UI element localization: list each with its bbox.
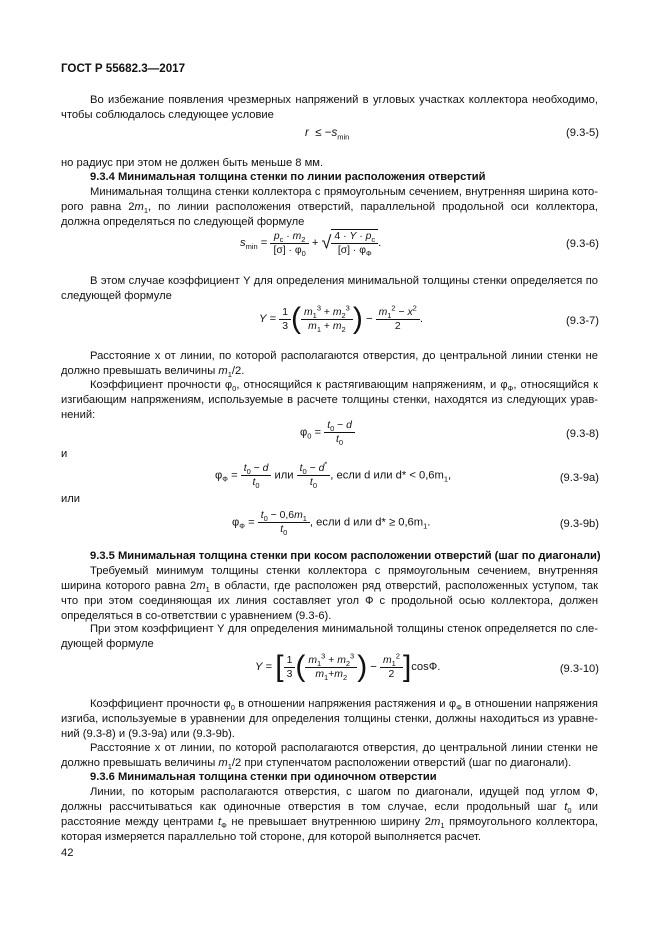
formula-9-3-9a: $\varphi_Ф$ = $\frac{t_0 - d}{t_0}$ или $\frac{t_0 - d^*}{t_0}$ , если d или $d* < 0,6m_1$, xyxy=(215,459,452,491)
formula-9-3-9b: $\varphi_Ф$ = $\frac{t_0 - 0,6m_1}{t_0}$ , если d или $d* \ge 0,6m_1$. xyxy=(232,510,431,538)
paragraph: Во избежание появления чрезмерных напряжений в угловых участках коллектора необходимо, чтобы соблюдалось следующее условие xyxy=(61,94,598,121)
equation-number: (9.3-8) xyxy=(566,428,599,440)
formula-9-3-7: Y = $\frac{1}{3}$ ( $\frac{m_1^3 + m_2^3}{m_1 + m_2}$ ) − $\frac{m_1^2 - x^2}{2}$ . xyxy=(259,302,423,335)
connector-word: и xyxy=(61,448,68,460)
connector-word: или xyxy=(61,493,81,505)
paragraph: Требуемый минимум толщины стенки коллектора с прямоугольным сечением, внутренняя ширина которого равна $2m_1$ в области, где расположен ряд отверстий, расположенных уступом, так что при этом соединяющая их линия составляет угол Ф с продольной осью коллектора, должен определяться в со-ответствии с уравнением (9.3-6). xyxy=(61,565,598,622)
equation-number: (9.3-9b) xyxy=(559,518,599,530)
formula-9-3-10: Y = [ $\frac{1}{3}$ ( $\frac{m_1^3 + m_2^3}{m_1+m_2}$ ) − $\frac{m_1^2}{2}$ ]cosФ. xyxy=(255,650,441,683)
paragraph: Минимальная толщина стенки коллектора с прямоугольным сечением, внутренняя ширина кото-рого равна $2m_1$, по линии расположения отверстий, параллельной продольной оси коллектора, должна определяться по следующей формуле xyxy=(61,186,598,228)
page-number: 42 xyxy=(61,847,74,859)
section-heading: 9.3.4 Минимальная толщина стенки по линии расположения отверстий xyxy=(90,171,486,183)
paragraph: При этом коэффициент Y для определения минимальной толщины стенок определяется по сле-дующей формуле xyxy=(61,623,598,650)
equation-number: (9.3-5) xyxy=(566,127,599,139)
section-heading: 9.3.5 Минимальная толщина стенки при косом расположении отверстий (шаг по диагонали) xyxy=(90,550,601,562)
paragraph: В этом случае коэффициент Y для определения минимальной толщины стенки определяется по следующей формуле xyxy=(61,275,598,302)
formula-9-3-5: $r \le -s_{min}$ xyxy=(305,127,350,142)
paragraph: Коэффициент прочности $\varphi_0$ в отношении напряжения растяжения и $\varphi_Ф$ в отношении напряжения изгиба, используемые в уравнении для определения толщины стенки, должны находиться из уравне-ний (9.3-8) и (9.3-9а) или (9.3-9b). xyxy=(61,698,598,740)
paragraph: но радиус при этом не должен быть меньше 8 мм. xyxy=(61,157,324,169)
equation-number: (9.3-10) xyxy=(559,663,599,675)
equation-number: (9.3-6) xyxy=(566,238,599,250)
paragraph: Линии, по которым располагаются отверстия, с шагом по диагонали, идущей под углом Ф, должны рассчитываться как одиночные отверстия в том случае, если продольный шаг $t_0$ или расстояние между центрами $t_Ф$ не превышает внутреннюю ширину $2m_1$ прямоугольного коллектора, которая измеряется параллельно той стороне, для которой выполняется расчет. xyxy=(61,786,598,843)
formula-9-3-6: $s_{min}$ = $\frac{p_c \cdot m_2}{[\sigma] \cdot \varphi_0}$ + √ $\frac{4 \cdot Y \cdot p_c}{[\sigma] \cdot \varphi_Ф}$ . xyxy=(240,230,382,259)
paragraph: Расстояние x от линии, по которой располагаются отверстия, до центральной линии стенки не должно превышать величины $m_1/2$ при ступенчатом расположении отверстий (шаг по диагонали). xyxy=(61,742,598,772)
equation-number: (9.3-7) xyxy=(566,315,599,327)
paragraph: Коэффициент прочности $\varphi_0$, относящийся к растягивающим напряжениям, и $\varphi_Ф$, относящийся к изгибающим напряжениям, используемые в расчете толщины стенки, находятся из следующих урав-нений: xyxy=(61,379,598,421)
section-heading: 9.3.6 Минимальная толщина стенки при одиночном отверстии xyxy=(90,771,437,783)
paragraph: Расстояние x от линии, по которой располагаются отверстия, до центральной линии стенки не должно превышать величины $m_1/2$. xyxy=(61,350,598,380)
equation-number: (9.3-9a) xyxy=(559,472,599,484)
document-header: ГОСТ Р 55682.3—2017 xyxy=(61,62,186,75)
formula-9-3-8: $\varphi_0$ = $\frac{t_0 - d}{t_0}$ xyxy=(300,419,355,446)
